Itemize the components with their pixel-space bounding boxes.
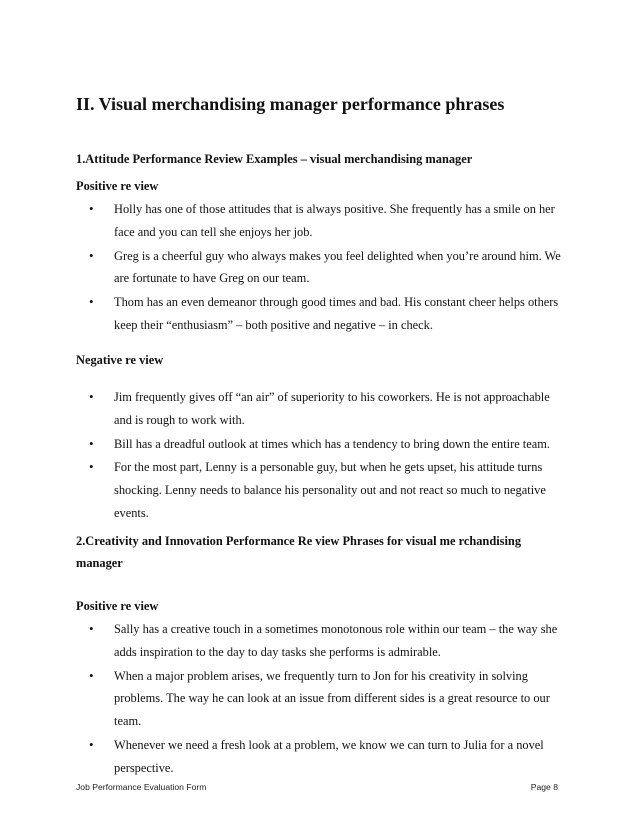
- section-2-heading: 2.Creativity and Innovation Performance Re view Phrases for visual me rchandising manager: [76, 534, 522, 570]
- list-item: • Whenever we need a fresh look at a problem, we know we can turn to Julia for a novel perspective.: [76, 734, 566, 780]
- list-item: • Bill has a dreadful outlook at times which has a tendency to bring down the entire team.: [76, 433, 566, 456]
- negative-review-heading: Negative re view: [76, 353, 164, 367]
- list-item: • Holly has one of those attitudes that is always positive. She frequently has a smile on her face and you can tell she enjoys her job.: [76, 198, 566, 244]
- negative-review-list: [76, 386, 566, 525]
- positive-review-heading-2: Positive re view: [76, 599, 159, 613]
- positive-review-list-1: [76, 198, 566, 337]
- positive-review-heading-1: Positive re view: [76, 179, 159, 193]
- footer-form-name: Job Performance Evaluation Form: [76, 782, 207, 792]
- page-title: II. Visual merchandising manager performance phrases: [76, 94, 505, 114]
- list-item: • Greg is a cheerful guy who always makes you feel delighted when you’re around him. We are fortunate to have Greg on our team.: [76, 245, 566, 291]
- footer-page-number: Page 8: [530, 782, 558, 792]
- list-item: • When a major problem arises, we frequently turn to Jon for his creativity in solving problems. The way he can look at an issue from different sides is a great resource to our team.: [76, 665, 566, 733]
- list-item: • For the most part, Lenny is a personable guy, but when he gets upset, his attitude turns shocking. Lenny needs to balance his personality out and not react so much to negative events.: [76, 456, 566, 524]
- list-item: • Thom has an even demeanor through good times and bad. His constant cheer helps others keep their “enthusiasm” – both positive and negative – in check.: [76, 291, 566, 337]
- list-item: • Sally has a creative touch in a sometimes monotonous role within our team – the way she adds inspiration to the day to day tasks she performs is admirable.: [76, 618, 566, 664]
- list-item: • Jim frequently gives off “an air” of superiority to his coworkers. He is not approachable and is rough to work with.: [76, 386, 566, 432]
- section-1-heading: 1.Attitude Performance Review Examples – visual merchandising manager: [76, 152, 473, 166]
- positive-review-list-2: [76, 618, 566, 780]
